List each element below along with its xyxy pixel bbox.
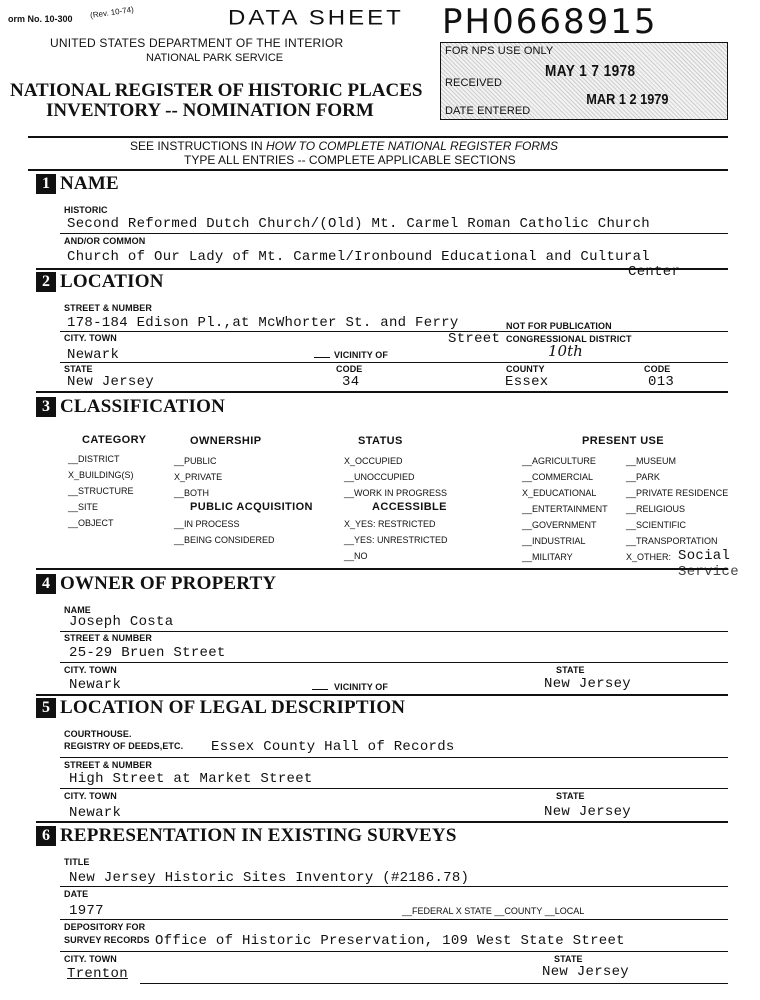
- city-rule: [60, 362, 728, 363]
- form-title-line2: INVENTORY -- NOMINATION FORM: [46, 100, 374, 121]
- department: UNITED STATES DEPARTMENT OF THE INTERIOR: [50, 36, 344, 50]
- congressional-district-value: 10th: [548, 342, 583, 360]
- owner-city-label: CITY. TOWN: [64, 665, 117, 675]
- status-occupied: X_OCCUPIED: [344, 456, 403, 466]
- section-number: 4: [36, 574, 56, 594]
- use-private-residence: __PRIVATE RESIDENCE: [626, 488, 729, 498]
- survey-levels: __FEDERAL X STATE __COUNTY __LOCAL: [402, 906, 585, 916]
- ownership-both: __BOTH: [174, 488, 210, 498]
- survey-state-value: New Jersey: [542, 964, 630, 980]
- section-title: NAME: [60, 173, 119, 194]
- common-name-continued: Center: [628, 264, 681, 280]
- section-number: 5: [36, 698, 56, 718]
- survey-city-value: Trenton: [67, 966, 128, 982]
- depository-rule: [60, 951, 728, 952]
- county-code-value: 013: [648, 374, 675, 390]
- received-label: RECEIVED: [445, 77, 503, 89]
- present-use-heading: PRESENT USE: [582, 435, 665, 447]
- legal-state-value: New Jersey: [544, 804, 632, 820]
- use-transportation: __TRANSPORTATION: [626, 536, 718, 546]
- instructions-rule: [28, 169, 728, 171]
- instructions-title: HOW TO COMPLETE NATIONAL REGISTER FORMS: [266, 139, 559, 153]
- service: NATIONAL PARK SERVICE: [146, 52, 284, 64]
- use-park: __PARK: [626, 472, 660, 482]
- use-educational: X_EDUCATIONAL: [522, 488, 597, 498]
- survey-records-label: SURVEY RECORDS: [64, 935, 150, 945]
- section-title: CLASSIFICATION: [60, 396, 226, 417]
- survey-title-value: New Jersey Historic Sites Inventory (#2186.78): [69, 870, 470, 886]
- section-number: 3: [36, 397, 56, 417]
- owner-name-rule: [60, 631, 728, 632]
- owner-name-label: NAME: [64, 605, 91, 615]
- congressional-district-label: CONGRESSIONAL DISTRICT: [506, 334, 632, 344]
- status-work-in-progress: __WORK IN PROGRESS: [344, 488, 448, 498]
- instructions-prefix: SEE INSTRUCTIONS IN: [130, 139, 267, 153]
- common-label: AND/OR COMMON: [64, 236, 146, 246]
- use-military: __MILITARY: [522, 552, 573, 562]
- category-district: __DISTRICT: [68, 454, 120, 464]
- ownership-private: X_PRIVATE: [174, 472, 223, 482]
- city-value: Newark: [67, 347, 120, 363]
- owner-name-value: Joseph Costa: [69, 614, 174, 630]
- entered-date: MAR 1 2 1979: [586, 91, 669, 108]
- street-label: STREET & NUMBER: [64, 303, 153, 313]
- accessible-heading: ACCESSIBLE: [372, 501, 447, 513]
- use-commercial: __COMMERCIAL: [522, 472, 594, 482]
- legal-street-value: High Street at Market Street: [69, 771, 313, 787]
- survey-title-rule: [60, 886, 728, 887]
- handwritten-id: PH0668915: [442, 2, 658, 42]
- section-owner-header: [36, 573, 276, 595]
- legal-street-rule: [60, 788, 728, 789]
- status-unoccupied: __UNOCCUPIED: [344, 472, 415, 482]
- survey-city-label: CITY. TOWN: [64, 954, 117, 964]
- street-rule: [60, 331, 728, 332]
- use-museum: __MUSEUM: [626, 456, 677, 466]
- courthouse-label: COURTHOUSE.: [64, 729, 132, 739]
- section-number: 2: [36, 272, 56, 292]
- state-label: STATE: [64, 364, 93, 374]
- section-legal-description-header: [36, 697, 405, 719]
- section3-rule: [36, 568, 728, 570]
- survey-date-label: DATE: [64, 889, 89, 899]
- section5-rule: [36, 821, 728, 823]
- section1-rule: [36, 268, 728, 270]
- legal-city-label: CITY. TOWN: [64, 791, 117, 801]
- section4-rule: [36, 694, 728, 696]
- city-label: CITY. TOWN: [64, 333, 117, 343]
- owner-vicinity-label: VICINITY OF: [334, 682, 388, 692]
- not-for-publication: NOT FOR PUBLICATION: [506, 321, 612, 331]
- use-religious: __RELIGIOUS: [626, 504, 686, 514]
- accessible-unrestricted: __YES: UNRESTRICTED: [344, 535, 448, 545]
- street-value-continued: Street: [448, 331, 501, 347]
- use-agriculture: __AGRICULTURE: [522, 456, 596, 466]
- owner-state-value: New Jersey: [544, 676, 632, 692]
- section-name-header: [36, 173, 119, 195]
- state-value: New Jersey: [67, 374, 155, 390]
- category-object: __OBJECT: [68, 518, 114, 528]
- section-title: LOCATION OF LEGAL DESCRIPTION: [60, 697, 406, 718]
- historic-rule: [60, 233, 728, 234]
- vicinity-label: VICINITY OF: [334, 350, 388, 360]
- acquisition-being-considered: __BEING CONSIDERED: [174, 535, 275, 545]
- owner-vicinity-blank: [312, 681, 328, 690]
- depository-label: DEPOSITORY FOR: [64, 922, 146, 932]
- street-value: 178-184 Edison Pl.,at McWhorter St. and Ferry: [67, 315, 459, 331]
- historic-name: Second Reformed Dutch Church/(Old) Mt. Carmel Roman Catholic Church: [67, 216, 650, 232]
- use-scientific: __SCIENTIFIC: [626, 520, 687, 530]
- use-government: __GOVERNMENT: [522, 520, 597, 530]
- public-acquisition-heading: PUBLIC ACQUISITION: [190, 501, 313, 513]
- owner-city-value: Newark: [69, 677, 122, 693]
- form-title-line1: NATIONAL REGISTER OF HISTORIC PLACES: [10, 80, 423, 101]
- category-buildings: X_BUILDING(S): [68, 470, 134, 480]
- survey-city-rule: [140, 983, 728, 984]
- section-number: 6: [36, 826, 56, 846]
- owner-street-label: STREET & NUMBER: [64, 633, 153, 643]
- accessible-restricted: X_YES: RESTRICTED: [344, 519, 436, 529]
- section-surveys-header: [36, 825, 457, 847]
- use-entertainment: __ENTERTAINMENT: [522, 504, 608, 514]
- section-title: LOCATION: [60, 271, 164, 292]
- form-revision: (Rev. 10-74): [89, 4, 135, 21]
- county-code-label: CODE: [644, 364, 671, 374]
- owner-street-rule: [60, 662, 728, 663]
- nps-use-label: FOR NPS USE ONLY: [445, 45, 554, 57]
- data-sheet-heading: DATA SHEET: [228, 5, 404, 30]
- status-heading: STATUS: [358, 435, 403, 447]
- vicinity-blank: [314, 349, 330, 358]
- survey-title-label: TITLE: [64, 857, 90, 867]
- other-use-value: Social: [678, 548, 731, 564]
- legal-state-label: STATE: [556, 791, 585, 801]
- owner-street-value: 25-29 Bruen Street: [69, 645, 226, 661]
- category-site: __SITE: [68, 502, 99, 512]
- survey-date-rule: [60, 919, 728, 920]
- section-title: REPRESENTATION IN EXISTING SURVEYS: [60, 825, 457, 846]
- use-other: X_OTHER:: [626, 552, 672, 562]
- section-location-header: [36, 271, 164, 293]
- section-classification-header: [36, 396, 225, 418]
- section-number: 1: [36, 174, 56, 194]
- ownership-heading: OWNERSHIP: [190, 435, 262, 447]
- historic-label: HISTORIC: [64, 205, 108, 215]
- survey-date-value: 1977: [69, 903, 104, 919]
- survey-state-label: STATE: [554, 954, 583, 964]
- form-number: orm No. 10-300: [8, 14, 73, 24]
- other-use-value-continued: Service: [678, 564, 739, 580]
- instructions-line2: TYPE ALL ENTRIES -- COMPLETE APPLICABLE SECTIONS: [184, 153, 516, 167]
- depository-value: Office of Historic Preservation, 109 West State Street: [155, 933, 625, 949]
- nps-use-box: [440, 42, 728, 120]
- county-value: Essex: [505, 374, 549, 390]
- section-title: OWNER OF PROPERTY: [60, 573, 277, 594]
- registry-label: REGISTRY OF DEEDS,ETC.: [64, 741, 184, 751]
- courthouse-rule: [60, 757, 728, 758]
- common-name: Church of Our Lady of Mt. Carmel/Ironbound Educational and Cultural: [67, 249, 650, 265]
- received-date: MAY 1 7 1978: [544, 63, 636, 80]
- state-code-value: 34: [342, 374, 360, 390]
- category-structure: __STRUCTURE: [68, 486, 134, 496]
- owner-state-label: STATE: [556, 665, 585, 675]
- header-rule: [28, 136, 728, 138]
- use-industrial: __INDUSTRIAL: [522, 536, 586, 546]
- legal-city-value: Newark: [69, 805, 122, 821]
- courthouse-value: Essex County Hall of Records: [211, 739, 455, 755]
- county-label: COUNTY: [506, 364, 545, 374]
- code-label: CODE: [336, 364, 363, 374]
- ownership-public: __PUBLIC: [174, 456, 217, 466]
- section2-rule: [36, 391, 728, 393]
- instructions-line1: [130, 139, 558, 153]
- date-entered-label: DATE ENTERED: [445, 105, 531, 117]
- accessible-no: __NO: [344, 551, 368, 561]
- acquisition-in-process: __IN PROCESS: [174, 519, 240, 529]
- category-heading: CATEGORY: [82, 434, 147, 446]
- legal-street-label: STREET & NUMBER: [64, 760, 153, 770]
